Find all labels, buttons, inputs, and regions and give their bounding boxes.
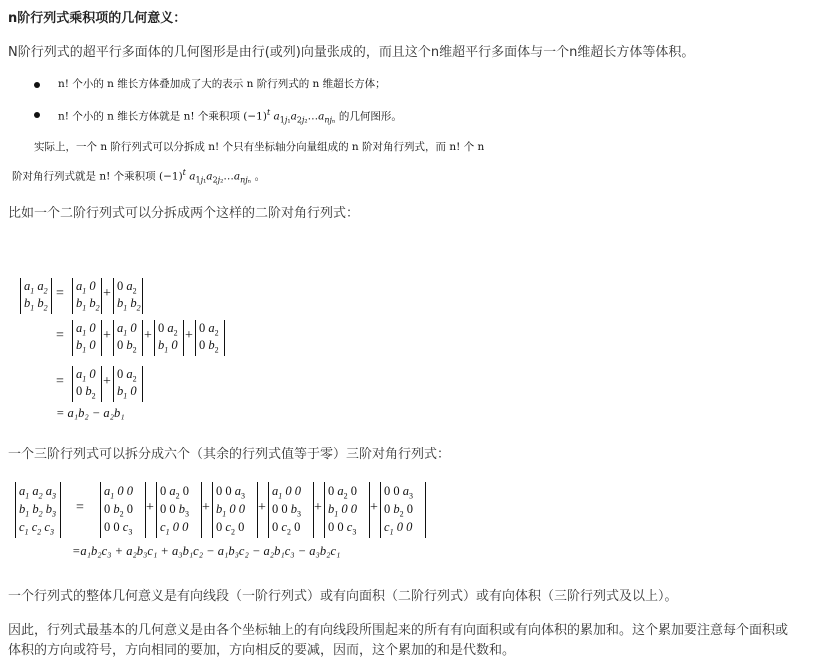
example-3x3-label: 一个三阶行列式可以拆分成六个（其余的行列式值等于零）三阶对角行列式： [8,447,451,462]
determinant: $a_1$ 0 0 $b_2$ [72,366,102,402]
determinant: 0 $a_2$ 0 $b_2$ [195,320,225,356]
determinant: 0 $a_2$ $b_1$ $b_2$ [113,278,143,314]
note-line-2: 阶对角行列式就是 n! 个乘积项 $(-1)^t$ $a_{1j_1}a_{2j_2}\dots a_{nj_n}$ 。 [12,168,266,185]
result-2x2: = a₁b₂ − a₂b₁ [56,406,125,420]
result-3x3: =a₁b₂c₃ + a₂b₃c₁ + a₃b₁c₂ − a₁b₃c₂ − a₂b₁c₃ − a₃b₂c₁ [72,544,341,558]
bullet-icon [34,112,40,118]
determinant: $a_1$ 0 $b_1$ $b_2$ [72,278,102,314]
determinant: 0 $a_2$ 0 0 0 $b_3$ $c_1$ 0 0 [156,482,202,538]
determinant: $a_1$ 0 0 0 0 $b_3$ 0 $c_2$ 0 [268,482,314,538]
determinant: 0 $a_2$ $b_1$ 0 [154,320,184,356]
intro-paragraph: N阶行列式的超平行多面体的几何图形是由行(或列)向量张成的，而且这个n维超平行多面体与一个n维超长方体等体积。 [8,45,695,60]
determinant: $a_1$ $a_2$ $a_3$ $b_1$ $b_2$ $b_3$ $c_1$ $c_2$ $c_3$ [15,482,61,538]
bullet-text-1: n! 个小的 n 维长方体叠加成了大的表示 n 阶行列式的 n 维超长方体； [58,78,386,90]
determinant: $a_1$ 0 0 $b_2$ [113,320,143,356]
determinant: $a_1$ 0 0 0 $b_2$ 0 0 0 $c_3$ [100,482,146,538]
embedded-figure [0,70,815,190]
decomposition-2x2: $a_1$ $a_2$ $b_1$ $b_2$ = $a_1$ 0 $b_1$ $b_2$ + 0 $a_2$ $b_1$ $b_2$ = $a_1$ 0 $b_1$ 0 + $a_1$ 0 0 $b_2$ + 0 $a_2$ $b_1$ 0 + 0 $a_2$ 0 $b_2$ = $a_1$ 0 0 $b_2$ + 0 $a_2$ $b_1$ 0 = a₁b₂ − a₂b₁ [0,270,300,430]
determinant: 0 0 $a_3$ 0 $b_2$ 0 $c_1$ 0 0 [380,482,426,538]
bullet-text-2: n! 个小的 n 维长方体就是 n! 个乘积项 $(-1)^t$ $a_{1j_1}a_{2j_2}\dots a_{nj_n}$ 的几何图形。 [58,108,402,125]
summary-paragraph-2-line-1: 因此，行列式最基本的几何意义是由各个坐标轴上的有向线段所围起来的所有有向面积或有向体积的累加和。这个累加要注意每个面积或 [8,623,789,638]
determinant: 0 $a_2$ 0 $b_1$ 0 0 0 0 $c_3$ [324,482,370,538]
example-2x2-label: 比如一个二阶行列式可以分拆成两个这样的二阶对角行列式： [8,206,360,221]
note-line-1: 实际上，一个 n 阶行列式可以分拆成 n! 个只有坐标轴分向量组成的 n 阶对角行列式，而 n! 个 n [34,141,485,153]
section-heading: n阶行列式乘积项的几何意义： [8,11,187,26]
determinant: $a_1$ $a_2$ $b_1$ $b_2$ [20,278,52,314]
determinant: 0 $a_2$ $b_1$ 0 [113,366,143,402]
determinant: $a_1$ 0 $b_1$ 0 [72,320,102,356]
decomposition-3x3: $a_1$ $a_2$ $a_3$ $b_1$ $b_2$ $b_3$ $c_1$ $c_2$ $c_3$ = $a_1$ 0 0 0 $b_2$ 0 0 0 $c_3$ + 0 $a_2$ 0 0 0 $b_3$ $c_1$ 0 0 + 0 0 $a_3$ $b_1$ 0 0 0 $c_2$ 0 + $a_1$ 0 0 0 0 $b_3$ 0 $c_2$ 0 + 0 $a_2$ 0 $b_1$ 0 0 0 0 $c_3$ + 0 0 $a_3$ 0 $b_2$ 0 $c_1$ 0 0 =a₁b₂c₃ + a₂b₃c₁ + a₃b₁c₂ − a₁b₃c₂ − a₂b₁c₃ − a₃b₂c₁ [0,478,815,568]
determinant: 0 0 $a_3$ $b_1$ 0 0 0 $c_2$ 0 [212,482,258,538]
summary-paragraph-1: 一个行列式的整体几何意义是有向线段（一阶行列式）或有向面积（二阶行列式）或有向体积（三阶行列式及以上）。 [8,589,678,604]
summary-paragraph-2-line-2: 体积的方向或符号，方向相同的要加，方向相反的要减，因而，这个累加的和是代数和。 [8,643,516,658]
bullet-icon [34,82,40,88]
